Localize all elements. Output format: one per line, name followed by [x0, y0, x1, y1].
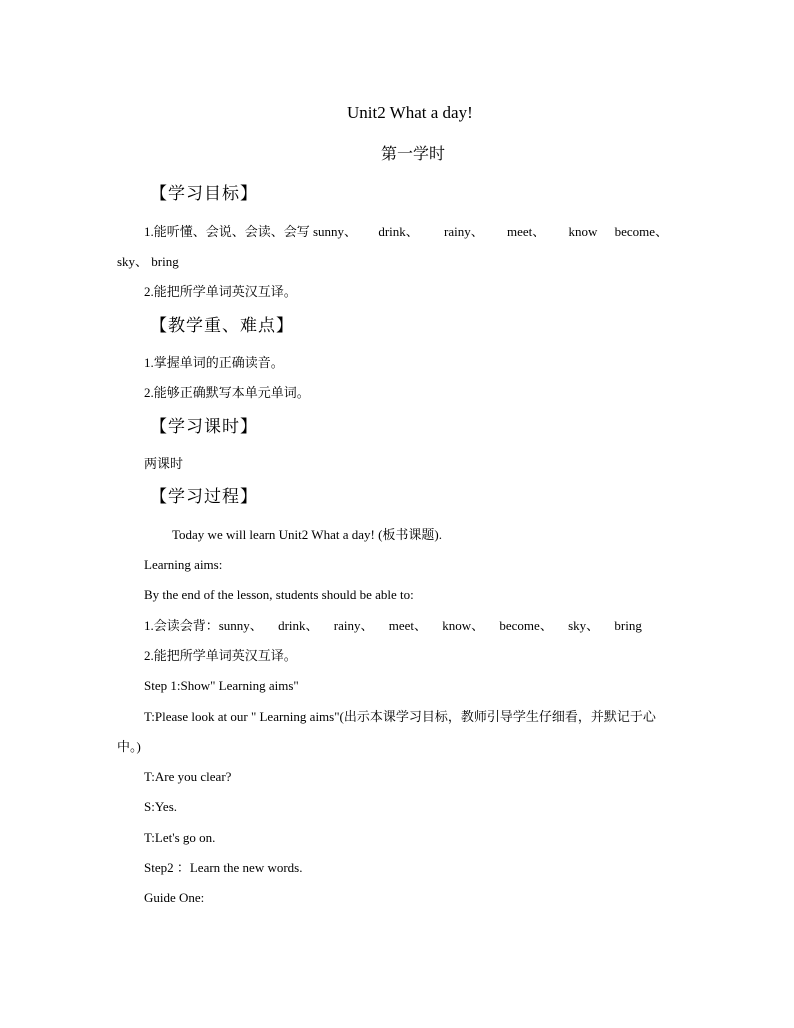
teacher-line-please-cont: 中。) — [117, 739, 141, 754]
key-item-2: 2.能够正确默写本单元单词。 — [144, 385, 310, 400]
aims-word: become、 — [614, 224, 669, 239]
process-word: know、 — [442, 618, 485, 633]
process-word: sky、 — [568, 618, 600, 633]
process-word: become、 — [499, 618, 553, 633]
process-item-1 — [144, 618, 642, 634]
step-2: Step2 ：Learn the new words. — [144, 860, 303, 875]
step-1: Step 1:Show" Learning aims" — [144, 678, 299, 693]
page-subtitle: 第一学时 — [381, 146, 446, 163]
process-item-1-prefix: 1.会读会背：sunny、 — [144, 618, 263, 633]
teacher-line-please: T:Please look at our " Learning aims"(出示本课学习目标，教师引导学生仔细看，并默记于心 — [144, 709, 656, 724]
page-title: Unit2 What a day! — [347, 103, 473, 122]
process-word: drink、 — [278, 618, 319, 633]
aims-word: meet、 — [506, 224, 546, 239]
process-item-2: 2.能把所学单词英汉互译。 — [144, 648, 297, 663]
aims-item-1 — [144, 224, 668, 240]
aims-item-2: 2.能把所学单词英汉互译。 — [144, 284, 297, 299]
aims-item-1-cont: sky、 bring — [117, 254, 179, 269]
process-intro: Today we will learn Unit2 What a day! (板书课题). — [172, 527, 442, 542]
process-word: bring — [614, 618, 642, 633]
key-item-1: 1.掌握单词的正确读音。 — [144, 355, 284, 370]
hours-heading: 【学习课时】 — [150, 417, 258, 437]
aims-word: drink、 — [378, 224, 419, 239]
key-heading: 【教学重、难点】 — [150, 316, 294, 336]
teacher-line-go: T:Let's go on. — [144, 830, 216, 845]
guide-one: Guide One: — [144, 890, 205, 905]
by-end-text: By the end of the lesson, students should be able to: — [144, 587, 414, 602]
aims-heading: 【学习目标】 — [150, 184, 258, 204]
process-word: rainy、 — [333, 618, 374, 633]
process-heading: 【学习过程】 — [150, 487, 258, 507]
aims-item-1-prefix: 1.能听懂、会说、会读、会写 sunny、 — [144, 224, 358, 239]
aims-word: rainy、 — [444, 224, 484, 239]
process-word: meet、 — [388, 618, 427, 633]
aims-word: know — [568, 224, 598, 239]
student-line-yes: S:Yes. — [144, 799, 178, 814]
learning-aims-label: Learning aims: — [144, 557, 223, 572]
hours-text: 两课时 — [144, 456, 184, 471]
teacher-line-clear: T:Are you clear? — [144, 769, 232, 784]
